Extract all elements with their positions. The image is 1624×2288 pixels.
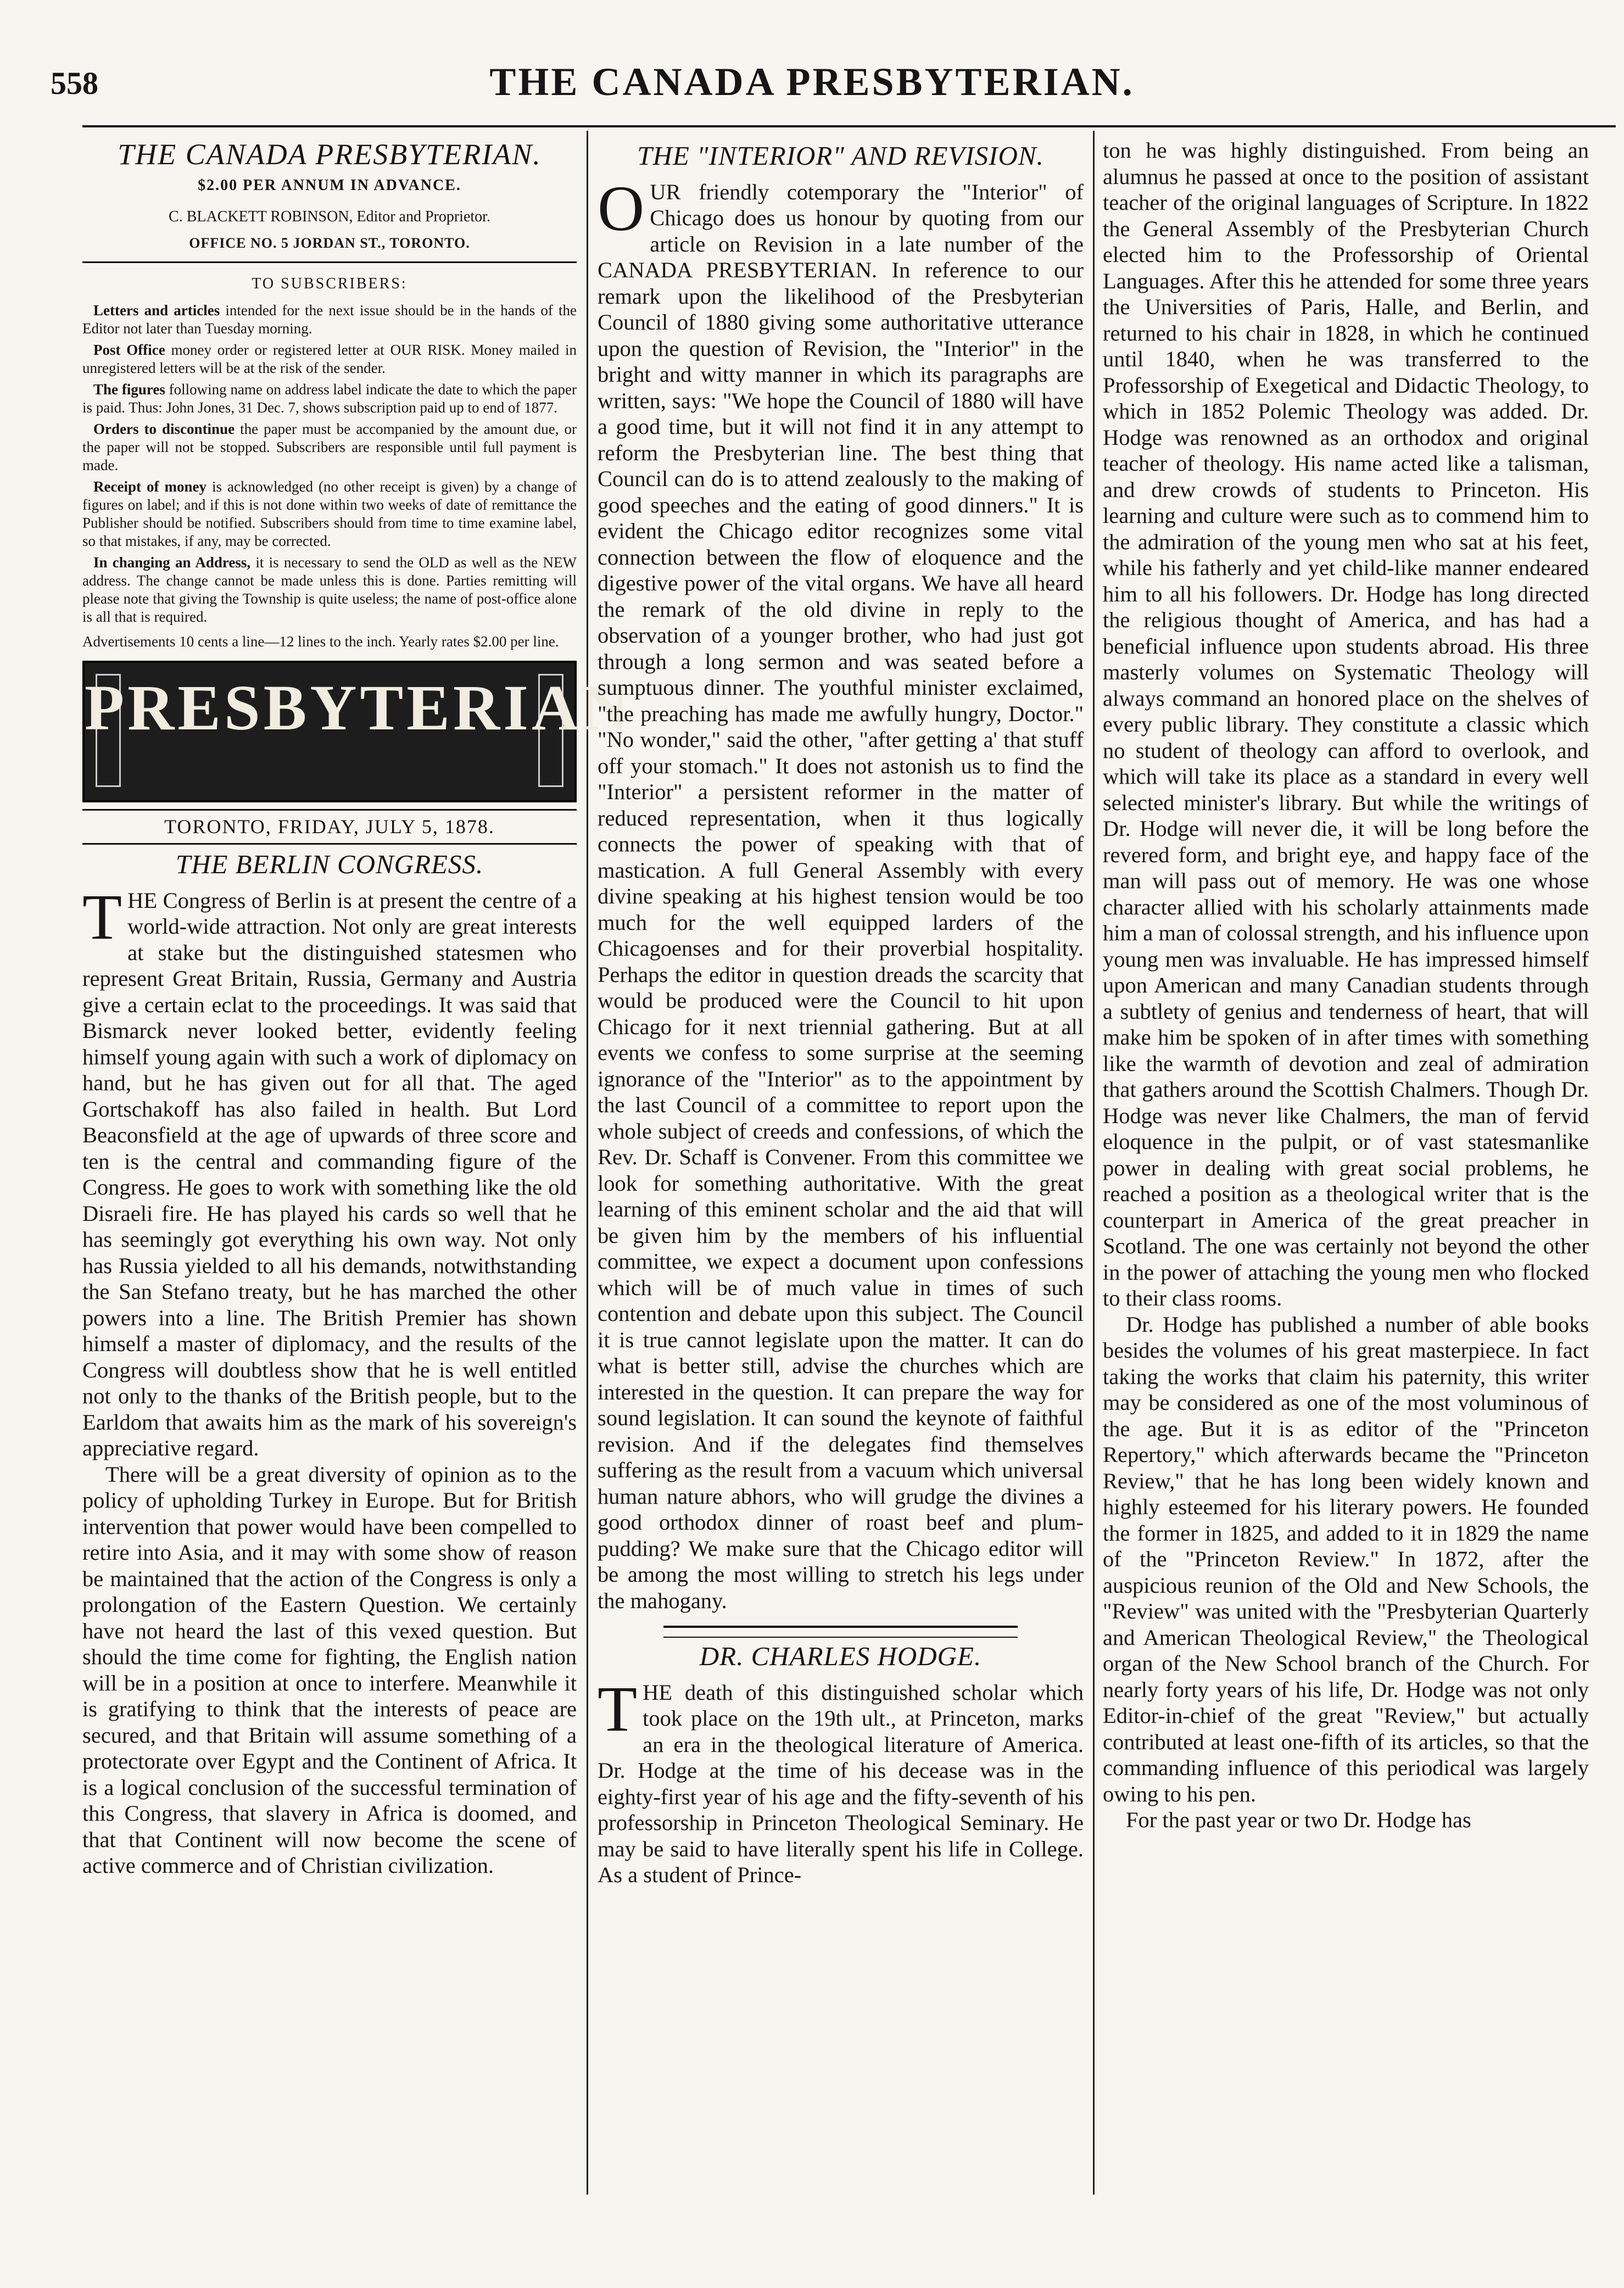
column-2 [598,137,1084,1888]
notice: In changing an Address, it is necessary to send the OLD as well as the NEW address. The change cannot be made unless this is done. Parties remitting will please note that giving the Township is quite useless; the name of post-office alone is all that is required. [82,554,577,625]
article-hodge-p1: THE death of this distinguished scholar which took place on the 19th ult., at Princeton, marks an era in the theological literature of America. Dr. Hodge at the time of his decease was in the eighty-first year of his age and the fifty-seventh of his professorship in Princeton Theological Seminary. He may be said to have literally spent his life in College. As a student of Prince- [598,1672,1084,1887]
running-title: THE CANADA PRESBYTERIAN. [489,60,1135,104]
masthead-rule [82,261,577,263]
dropcap: T [82,880,122,953]
section-divider [663,1626,1018,1638]
article-title-hodge: DR. CHARLES HODGE. [699,1641,982,1671]
column-3 [1103,137,1589,1833]
masthead-office: OFFICE NO. 5 JORDAN ST., TORONTO. [189,235,470,251]
dateline: TORONTO, FRIDAY, JULY 5, 1878. [82,809,577,845]
article-hodge-p3: For the past year or two Dr. Hodge has [1126,1807,1471,1832]
subscriber-notices [82,302,577,626]
presbyterian-banner [82,661,632,802]
article-interior-p1: OUR friendly cotemporary the "Interior" of Chicago does us honour by quoting from our article on Revision in a late number of the CANADA PRESBYTERIAN. In reference to our remark upon the likelihood of the Presbyterian Council of 1880 giving some authoritative utterance upon the question of Revision, the "Interior" in the bright and witty manner in which its paragraphs are written, says: "We hope the Council of 1880 will have a good time, but it will not find it in any attempt to reform the Presbyterian line. The best thing that Council can do is to attend zealously to the making of good speeches and the eating of good dinners." It is evident the Chicago editor recognizes some vital connection between the flow of eloquence and the digestive power of the vital organs. We have all heard the remark of the old divine in reply to the observation of a younger brother, who had just got through a long sermon and was seated before a sumptuous dinner. The youthful minister exclaimed, "the preaching has made me awfully hungry, Doctor." "No wonder," said the other, "after getting a' that stuff off your stomach." It does not astonish us to find the "Interior" a persistent reformer in the matter of reduced representation, when it thus logically connects the power of speaking with that of mastication. A full General Assembly with every divine speaking at his highest tension would be too much for the well equipped larders of the Chicagoenses and for their proverbial hospitality. Perhaps the editor in question dreads the scarcity that would be produced were the Council to hit upon Chicago for it next triennial gathering. But at all events we confess to some surprise at the seeming ignorance of the "Interior" as to the appointment by the last Council of a committee to report upon the whole subject of creeds and confessions, of which the Rev. Dr. Schaff is Convener. From this committee we look for something authoritative. With the great learning of this eminent scholar and the aid that will be given him by the members of his influential committee, we expect a document upon confessions which will be of much value in times of such contention and debate upon this subject. The Council it is true cannot legislate upon the matter. It can do what is better still, advise the churches which are interested in the question. It can prepare the way for sound legislation. It can sound the keynote of faithful revision. And if the delegates find themselves suffering as the result from a vacuum which universal human nature abhors, who will grudge the divines a good orthodox dinner of roast beef and plum-pudding? We make sure that the Chicago editor will be among the most willing to stretch his legs under the mahogany. [598,172,1084,1613]
article-hodge-p2: Dr. Hodge has published a number of able books besides the volumes of his great masterpiece. In fact taking the works that claim his paternity, this writer may be considered as one of the most voluminous of the age. But it is as editor of the "Princeton Repertory," which afterwards became the "Princeton Review," that he has long been widely known and highly esteemed for his literary powers. He founded the former in 1825, and added to it in 1829 the name of the "Princeton Review." In 1872, after the auspicious reunion of the Old and New Schools, the "Review" was united with the "Presbyterian Quarterly and American Theological Review," the Theological organ of the New School branch of the Church. For nearly forty years of his life, Dr. Hodge was not only Editor-in-chief of the great "Review," but actually contributed at least one-fifth of its articles, so that the commanding influence of this periodical was largely owing to his pen. [1103,1312,1589,1806]
advertisement-rates: Advertisements 10 cents a line—12 lines to the inch. Yearly rates $2.00 per line. [82,633,559,650]
article-title-interior: THE "INTERIOR" AND REVISION. [637,141,1044,171]
article-title-berlin: THE BERLIN CONGRESS. [175,849,484,879]
article-berlin-p2: There will be a great diversity of opinion as to the policy of upholding Turkey in Europe. But for British intervention that power would have been compelled to retire into Asia, and it may with some show of reason be maintained that the action of the Congress is only a prolongation of the Eastern Question. We certainly have not heard the last of this vexed question. But should the time come for fighting, the English nation will be in a position at once to interfere. Meanwhile it is gratifying to think that the interests of peace are secured, and that Britain will assume something of a protectorate over Egypt and the Continent of Africa. It is a logical conclusion of the successful termination of this Congress, that slavery in Africa is doomed, and that that Continent will now become the scene of active commerce and of Christian civilization. [82,1461,577,1878]
article-berlin-p1: THE Congress of Berlin is at present the centre of a world-wide attraction. Not only are great interests at stake but the distinguished statesmen who represent Great Britain, Russia, Germany and Austria give a certain eclat to the proceedings. It was said that Bismarck never looked better, evidently feeling himself young again with such a work of diplomacy on hand, but he has given out for all that. The aged Gortschakoff has also failed in health. But Lord Beaconsfield at the age of upwards of three score and ten is the central and commanding figure of the Congress. He goes to work with something like the old Disraeli fire. He has played his cards so well that he has seemingly got everything his own way. Not only has Russia yielded to all his demands, notwithstanding the San Stefano treaty, but he has marched the other powers into a line. The British Premier has shown himself a master of diplomacy, and the results of the Congress will doubtless show that he is well entitled not only to the thanks of the British people, but to the Earldom that awaits him as the mark of his sovereign's appreciative regard. [82,880,577,1460]
subscribers-heading: TO SUBSCRIBERS: [252,275,408,292]
notice: Letters and articles intended for the next issue should be in the hands of the Editor not later than Tuesday morning. [82,302,577,337]
dropcap: O [598,172,645,244]
article-hodge-p1-continued: ton he was highly distinguished. From being an alumnus he passed at once to the position of assistant teacher of the original languages of Scripture. In 1822 the General Assembly of the Presbyterian Church elected him to the Professorship of Oriental Languages. After this he attended for some three years the Universities of Paris, Halle, and Berlin, and returned to his chair in 1828, in which he continued until 1840, when he was transferred to the Professorship of Exegetical and Didactic Theology, to which in 1852 Polemic Theology was added. Dr. Hodge was renowned as an orthodox and original teacher of theology. His name acted like a talisman, and drew crowds of students to Princeton. His learning and culture were such as to commend him to the admiration of the young men who sat at his feet, while his fatherly and yet child-like manner endeared him to all his followers. Dr. Hodge has long directed the religious thought of America, and has had a beneficial influence upon students abroad. His three masterly volumes on Systematic Theology will always command an honored place on the shelves of every public library. They constitute a classic which no student of theology can afford to overlook, and which will take its place as a standard in every well selected minister's library. But while the writings of Dr. Hodge will never die, it will be long before the revered form, and bright eye, and happy face of the man will pass out of memory. He was one whose character allied with his scholarly attainments made him a man of colossal strength, and his influence upon young men was invaluable. He has impressed himself upon American and many Canadian students through a subtlety of genius and tenderness of heart, that will make him be spoken of in after times with something like the warmth of devotion and zeal of admiration that gathers around the Scottish Chalmers. Though Dr. Hodge was never like Chalmers, the man of fervid eloquence in the pulpit, or of vast statesmanlike power in dealing with great social problems, he reached a position as a theological writer that is the counterpart in America of the great preacher in Scotland. The one was certainly not beyond the other in the power of attaching the young men who flocked to their class rooms. [1103,138,1589,1310]
banner-word: PRESBYTERIAN [85,671,632,744]
column-rule-1 [587,131,588,2195]
notice: Receipt of money is acknowledged (no other receipt is given) by a change of figures on label; and if this is not done within two weeks of date of remittance the Publisher should be notified. Subscribers should from time to time examine label, so that mistakes, if any, may be corrected. [82,478,577,549]
page-number: 558 [51,65,98,101]
header-rule [82,125,1616,127]
masthead-title: THE CANADA PRESBYTERIAN. [118,138,542,171]
dropcap: T [598,1672,638,1745]
masthead-terms: $2.00 PER ANNUM IN ADVANCE. [198,176,461,194]
notice: Post Office money order or registered letter at OUR RISK. Money mailed in unregistered letters will be at the risk of the sender. [82,341,577,376]
column-1 [82,137,632,1879]
masthead-editor: C. BLACKETT ROBINSON, Editor and Proprietor. [169,208,490,225]
column-rule-2 [1093,131,1095,2195]
notice: The figures following name on address label indicate the date to which the paper is paid. Thus: John Jones, 31 Dec. 7, shows subscription paid up to end of 1877. [82,381,577,416]
notice: Orders to discontinue the paper must be accompanied by the amount due, or the paper will not be stopped. Subscribers are responsible until full payment is made. [82,420,577,473]
